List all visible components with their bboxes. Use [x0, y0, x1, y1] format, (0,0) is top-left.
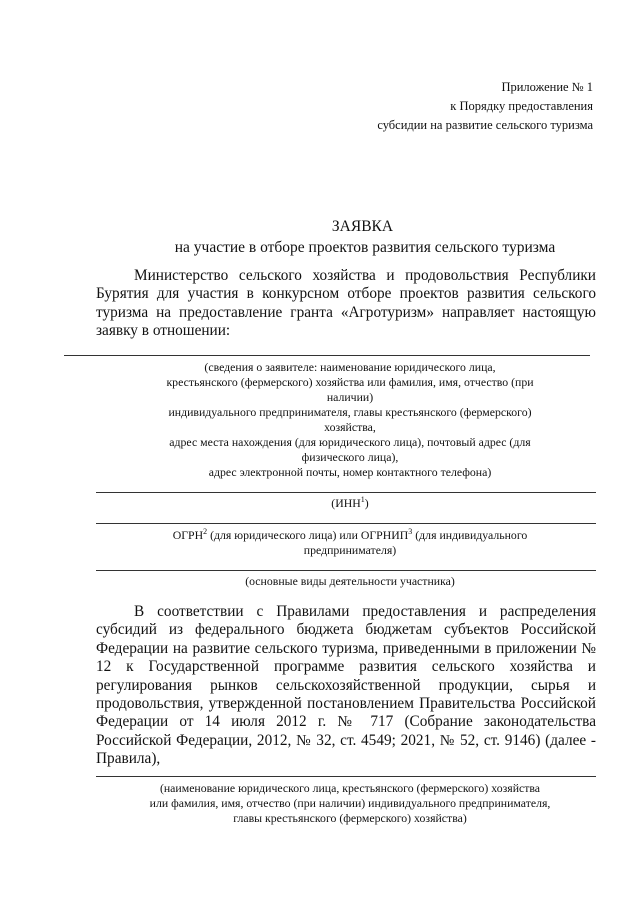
- rules-paragraph: В соответствии с Правилами предоставления и распределения субсидий из федерального бюджета бюджетам субъектов Российской Федерации на развитие сельского туризма, приведенными в приложении № 12 к Государственной программе развития сельского хозяйства и регулирования рынков сельскохозяйственной продукции, сырья и продовольствия, утвержденной постановлением Правительства Российской Федерации от 14 июля 2012 г. № 717 (Собрание законодательства Российской Федерации, 2012, № 32, ст. 4549; 2021, № 52, ст. 9146) (далее - Правила),: [96, 603, 596, 768]
- applicant-note-line: хозяйства,: [324, 420, 376, 434]
- name-note-line: или фамилия, имя, отчество (при наличии) индивидуального предпринимателя,: [149, 796, 551, 810]
- ogrn-note-line: предпринимателя): [303, 543, 397, 557]
- name-note-line: главы крестьянского (фермерского) хозяйства): [233, 811, 467, 825]
- document-title: ЗАЯВКА: [331, 218, 394, 235]
- ogrn-note: [100, 528, 600, 558]
- applicant-note-line: (сведения о заявителе: наименование юридического лица,: [204, 360, 496, 374]
- footnote-marker: 2: [203, 527, 208, 537]
- applicant-note-line: адрес места нахождения (для юридического лица), почтовый адрес (для: [169, 435, 531, 449]
- ogrn-note-line: [100, 528, 600, 543]
- footnote-marker: 1: [360, 495, 365, 505]
- inn-fill-line: [96, 492, 596, 493]
- applicant-info-note: [100, 360, 600, 480]
- intro-paragraph: Министерство сельского хозяйства и продовольствия Республики Бурятия для участия в конкурсном отборе проектов развития сельского туризма на предоставление гранта «Агротуризм» направляет настоящую заявку в отношении:: [96, 267, 596, 340]
- name-note-line: (наименование юридического лица, крестьянского (фермерского) хозяйства: [159, 781, 541, 795]
- ogrn-fill-line: [96, 523, 596, 524]
- applicant-note-line: адрес электронной почты, номер контактного телефона): [208, 465, 492, 479]
- footnote-marker: 3: [408, 527, 413, 537]
- appendix-header: [293, 78, 593, 135]
- applicant-note-line: физического лица),: [301, 450, 399, 464]
- ogrn-text: (для юридического лица) или ОГРНИП: [207, 528, 409, 542]
- document-title-block: [0, 216, 640, 258]
- name-fill-line: [96, 776, 596, 777]
- appendix-number: Приложение № 1: [501, 80, 593, 94]
- appendix-subject: субсидии на развитие сельского туризма: [377, 118, 593, 132]
- activities-fill-line: [96, 570, 596, 571]
- applicant-note-line: наличии): [326, 390, 374, 404]
- activities-note: (основные виды деятельности участника): [245, 574, 455, 588]
- applicant-note-line: крестьянского (фермерского) хозяйства или фамилия, имя, отчество (при: [166, 375, 534, 389]
- ogrn-label: ОГРН: [172, 528, 204, 542]
- inn-note: [100, 496, 600, 511]
- applicant-fill-line: [64, 355, 590, 356]
- name-note: [100, 781, 600, 826]
- applicant-note-line: индивидуального предпринимателя, главы крестьянского (фермерского): [168, 405, 532, 419]
- inn-label: (ИНН: [331, 496, 361, 510]
- inn-close: ): [364, 496, 369, 510]
- ogrn-text-tail: (для индивидуального: [412, 528, 528, 542]
- document-subtitle: на участие в отборе проектов развития сельского туризма: [174, 239, 556, 256]
- appendix-reference: к Порядку предоставления: [450, 99, 593, 113]
